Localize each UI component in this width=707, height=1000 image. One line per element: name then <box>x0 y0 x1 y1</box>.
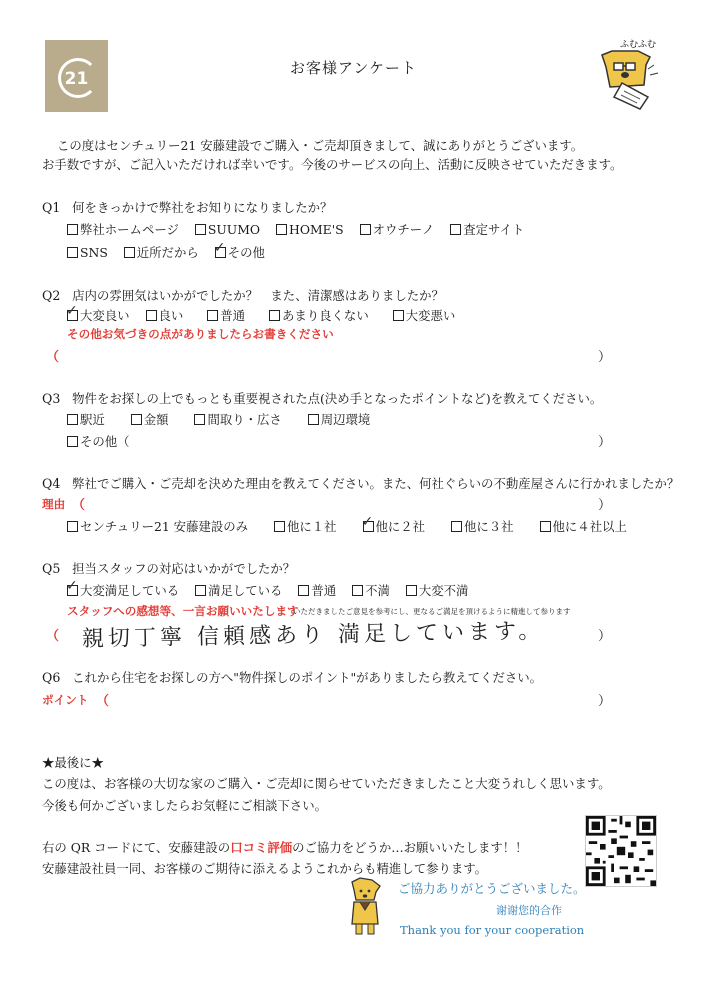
checkbox-icon <box>195 585 206 596</box>
q6-label: ポイント <box>42 693 89 707</box>
q4-question: Q4 弊社でご購入・ご売却を決めた理由を教えてください。また、何社ぐらいの不動産屋さんに行かれましたか？ <box>42 476 680 491</box>
q2-open-paren: （ <box>46 350 60 365</box>
checkbox-icon <box>298 585 309 596</box>
checkbox-icon <box>67 436 78 447</box>
closing-line-1: この度は、お客様の大切な家のご購入・ご売却に関らせていただきましたこと大変うれしく思います。 <box>42 776 611 791</box>
checkbox-icon <box>308 414 319 425</box>
q3-option[interactable]: 周辺環境 <box>308 412 371 427</box>
checkbox-checked-icon: ✓ <box>361 514 374 530</box>
checkbox-icon <box>207 310 218 321</box>
checkbox-icon <box>450 224 461 235</box>
thanks-chinese: 谢谢您的合作 <box>496 904 562 917</box>
q2-question: Q2 店内の雰囲気はいかがでしたか？ また、清潔感はありましたか？ <box>42 288 444 303</box>
q5-option[interactable]: 満足している <box>195 583 282 598</box>
q6-open-paren: （ <box>96 694 110 709</box>
dog-mascot-bowing-icon <box>340 876 390 938</box>
q1-option[interactable]: 弊社ホームページ <box>67 222 179 237</box>
q5-close-paren: ） <box>598 629 612 644</box>
q2-note: その他お気づきの点がありましたらお書きください <box>67 327 334 341</box>
checkbox-icon <box>352 585 363 596</box>
checkbox-icon <box>451 521 462 532</box>
q1-question: Q1 何をきっかけで弊社をお知りになりましたか？ <box>42 200 333 215</box>
q5-options <box>66 578 480 599</box>
q3-question: Q3 物件をお探しの上でもっとも重要視された点(決め手となったポイントなど)を教えてください。 <box>42 391 603 406</box>
logo-text: 21 <box>64 69 89 89</box>
checkbox-icon <box>274 521 285 532</box>
checkbox-icon <box>124 247 135 258</box>
q6-question: Q6 これから住宅をお探しの方へ"物件探しのポイント"がありましたら教えてください。 <box>42 670 543 685</box>
checkbox-icon <box>406 585 417 596</box>
checkbox-icon <box>360 224 371 235</box>
q2-option[interactable]: 大変悪い <box>393 308 456 323</box>
checkbox-icon <box>131 414 142 425</box>
q1-option[interactable]: HOME'S <box>276 222 344 237</box>
q2-close-paren: ） <box>598 350 612 365</box>
checkbox-icon <box>195 224 206 235</box>
q1-option[interactable]: SNS <box>67 245 108 260</box>
q1-option[interactable]: オウチーノ <box>360 222 435 237</box>
page-title: お客様アンケート <box>289 59 418 77</box>
checkbox-icon <box>540 521 551 532</box>
q5-question: Q5 担当スタッフの対応はいかがでしたか？ <box>42 561 296 576</box>
checkbox-icon <box>67 224 78 235</box>
q4-close-paren: ） <box>598 498 612 513</box>
checkbox-icon <box>67 247 78 258</box>
q4-option[interactable]: センチュリー21 安藤建設のみ <box>67 519 248 534</box>
q5-option[interactable]: 大変不満 <box>406 583 469 598</box>
intro-line-1: この度はセンチュリー21 安藤建設でご購入・ご売却頂きまして、誠にありがとうございます。 <box>57 138 584 153</box>
checkbox-icon <box>393 310 404 321</box>
q3-close-paren: ） <box>598 435 612 450</box>
checkbox-checked-icon: ✓ <box>213 240 226 256</box>
q5-open-paren: （ <box>46 629 60 644</box>
q3-option[interactable]: 間取り・広さ <box>194 412 281 427</box>
q4-options <box>67 514 639 535</box>
q1-option-checked[interactable]: ✓ その他 <box>213 240 265 260</box>
q5-option[interactable]: 普通 <box>298 583 336 598</box>
dog-mascot-reading-icon <box>588 35 668 115</box>
checkbox-checked-icon: ✓ <box>66 303 78 319</box>
q1-option[interactable]: 近所だから <box>124 245 199 260</box>
q1-option[interactable]: 査定サイト <box>450 222 524 237</box>
q2-option[interactable]: あまり良くない <box>269 308 369 323</box>
thanks-english: Thank you for your cooperation <box>400 923 585 937</box>
q5-note: スタッフへの感想等、一言お願いいたします <box>67 604 299 618</box>
q5-option-checked[interactable]: ✓ 大変満足している <box>66 578 180 598</box>
checkbox-checked-icon: ✓ <box>66 578 78 594</box>
intro-line-2: お手数ですが、ご記入いただければ幸いです。今後のサービスの向上、活動に反映させていただきます。 <box>42 157 623 172</box>
checkbox-icon <box>276 224 287 235</box>
mascot-caption: ふむふむ <box>620 40 657 50</box>
q4-reason-label: 理由 <box>42 497 66 511</box>
checkbox-icon <box>146 310 157 321</box>
q3-option[interactable]: 金額 <box>131 412 169 427</box>
closing-line-3: 右の QR コードにて、安藤建設の口コミ評価のご協力をどうか…お願いいたします！！ <box>42 840 528 855</box>
q3-other-option[interactable]: その他（ <box>67 432 130 450</box>
checkbox-icon <box>269 310 280 321</box>
q4-option[interactable]: 他に１社 <box>274 519 337 534</box>
q2-option[interactable]: 普通 <box>207 308 245 323</box>
q2-options <box>66 303 467 324</box>
closing-line-4: 安藤建設社員一同、お客様のご期待に添えるようこれからも精進して参ります。 <box>42 861 488 876</box>
q4-option[interactable]: 他に３社 <box>451 519 514 534</box>
qr-code-icon[interactable] <box>585 815 657 887</box>
thanks-japanese: ご協力ありがとうございました。 <box>398 881 586 896</box>
q4-open-paren: （ <box>72 498 86 513</box>
checkbox-icon <box>67 414 78 425</box>
q6-close-paren: ） <box>598 694 612 709</box>
q5-handwritten-answer: 親切丁寧 信頼感あり 満足しています。 <box>81 618 545 653</box>
q2-option-checked[interactable]: ✓ 大変良い <box>66 303 130 323</box>
q4-option-checked[interactable]: ✓ 他に２社 <box>361 514 426 534</box>
closing-heading: ★最後に★ <box>42 755 104 770</box>
checkbox-icon <box>67 521 78 532</box>
q5-small-note: いただきましたご意見を参考にし、更なるご満足を頂けるように精進して参ります <box>293 607 571 616</box>
closing-line-2: 今後も何かございましたらお気軽にご相談下さい。 <box>42 798 327 813</box>
q1-option[interactable]: SUUMO <box>195 222 260 237</box>
q5-option[interactable]: 不満 <box>352 583 390 598</box>
q1-options-row1 <box>67 220 536 238</box>
q3-option[interactable]: 駅近 <box>67 412 105 427</box>
q3-options <box>67 410 382 428</box>
q1-options-row2 <box>67 240 277 261</box>
q2-option[interactable]: 良い <box>146 308 184 323</box>
q4-option[interactable]: 他に４社以上 <box>540 519 627 534</box>
checkbox-icon <box>194 414 205 425</box>
